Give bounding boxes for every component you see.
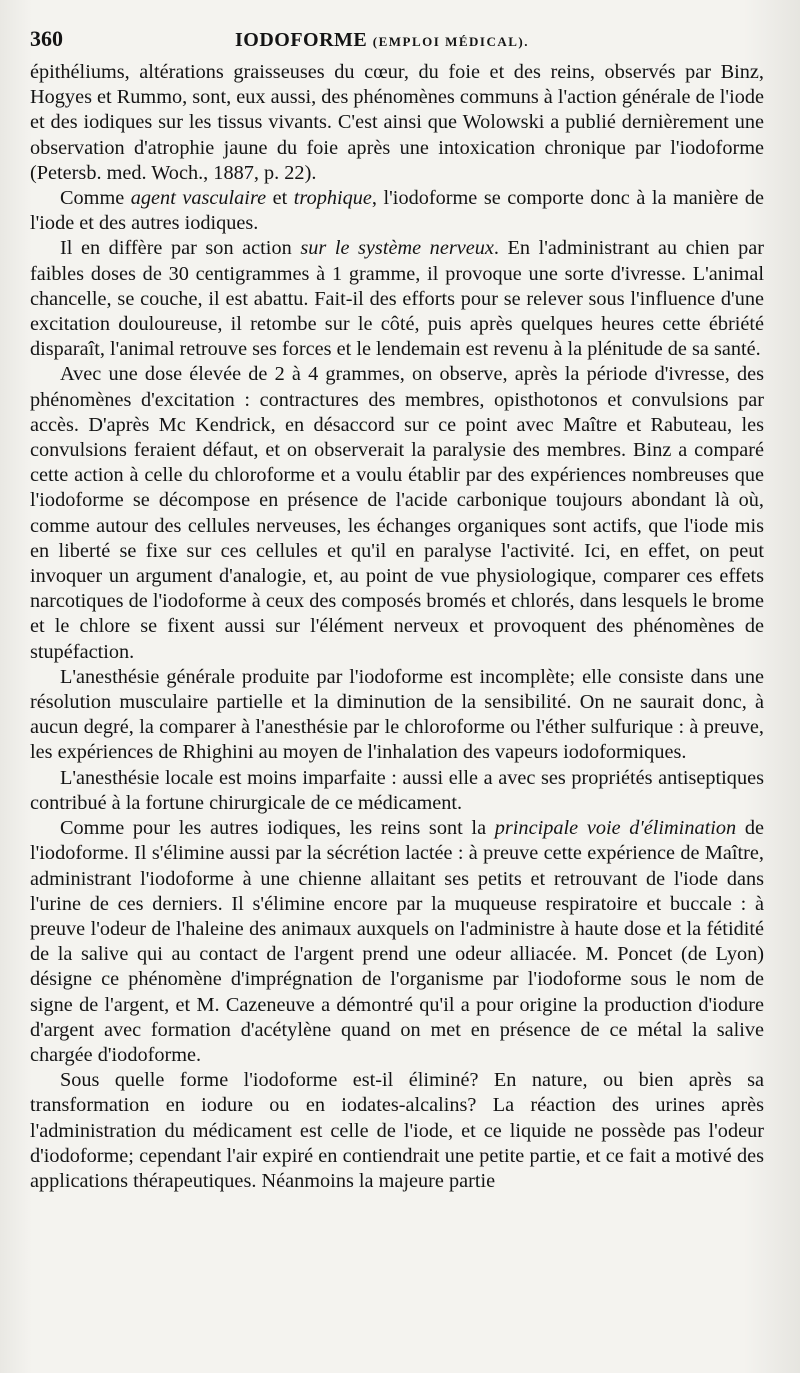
text-run: Comme pour les autres iodiques, les reins sont la — [60, 817, 495, 840]
running-title-sub: (EMPLOI MÉDICAL). — [372, 34, 529, 49]
text-run: , l'iodoforme se comporte donc à la manière de l'iode et des autres iodiques. — [30, 187, 765, 235]
italic-run: principale voie d'élimination — [494, 817, 737, 840]
page-number: 360 — [30, 26, 63, 51]
body-text — [30, 60, 764, 1194]
running-head — [30, 26, 764, 60]
paragraph — [30, 236, 764, 362]
text-run: Comme — [60, 187, 131, 210]
paragraph — [30, 816, 764, 1068]
paragraph: Sous quelle forme l'iodoforme est-il éliminé? En nature, ou bien après sa transformation en iodure ou en iodates-alcalins? La réaction des urines après l'administration du médicament est celle de l'iode, et ce liquide ne possède pas l'odeur d'iodoforme; cependant l'air expiré en contiendrait une petite partie, et ce fait a motivé des applications thérapeutiques. Néanmoins la majeure partie — [30, 1069, 764, 1192]
text-run: et — [266, 187, 294, 210]
paragraph — [30, 186, 764, 236]
paragraph: Avec une dose élevée de 2 à 4 grammes, on observe, après la période d'ivresse, des phénomènes d'excitation : contractures des membres, opisthotonos et convulsions par accès. D'après Mc Kendrick, en désaccord sur ce point avec Maître et Rabuteau, les convulsions feraient défaut, et on observerait la paralysie des membres. Binz a comparé cette action à celle du chloroforme et a voulu établir par des expériences nombreuses que l'iodoforme se décompose en présence de l'acide carbonique toujours abondant là où, comme autour des cellules nerveuses, les échanges organiques sont actifs, que l'iode mis en liberté se fixe sur ces cellules et qu'il en paralyse l'activité. Ici, en effet, on peut invoquer un argument d'analogie, et, au point de vue physiologique, comparer ces effets narcotiques de l'iodoforme à ceux des composés bromés et chlorés, dans lesquels le brome et le chlore se fixent aussi sur l'élément nerveux et provoquent des phénomènes de stupéfaction. — [30, 363, 764, 663]
running-title — [235, 29, 529, 52]
text-run: . En l'administrant au chien par faibles doses de 30 centigrammes à 1 gramme, il provoque une sorte d'ivresse. L'animal chancelle, se couche, il est abattu. Fait-il des efforts pour se relever sous l'influence d'une excitation douloureuse, il retombe sur le côté, puis après quelques heures cette ébriété disparaît, l'animal retrouve ses forces et le lendemain est revenu à la plénitude de sa santé. — [30, 237, 764, 361]
paragraph: L'anesthésie locale est moins imparfaite : aussi elle a avec ses propriétés antiseptiques contribué à la fortune chirurgicale de ce médicament. — [30, 766, 764, 814]
text-run: Il en diffère par son action — [60, 237, 301, 260]
text-run: de l'iodoforme. Il s'élimine aussi par la sécrétion lactée : à preuve cette expérience de Maître, administrant l'iodoforme à une chienne allaitant ses petits et retrouvant de l'iode dans l'urine de ces derniers. Il s'élimine encore par la muqueuse respiratoire et buccale : à preuve l'odeur de l'haleine des animaux auxquels on l'administre à haute dose et la fétidité de la salive qui au contact de l'argent prend une odeur alliacée. M. Poncet (de Lyon) désigne ce phénomène d'imprégnation de l'organisme par l'iodoforme sous le nom de signe de l'argent, et M. Cazeneuve a démontré qu'il a pour origine la production d'iodure d'argent avec formation d'acétylène quand on met en présence de ce métal la salive chargée d'iodoforme. — [30, 817, 764, 1066]
italic-run: sur le système nerveux — [300, 237, 494, 260]
italic-run: trophique — [293, 187, 372, 210]
italic-run: agent vasculaire — [130, 187, 267, 210]
running-title-main: IODOFORME — [235, 29, 368, 51]
paragraph: L'anesthésie générale produite par l'iodoforme est incomplète; elle consiste dans une résolution musculaire partielle et la diminution de la sensibilité. On ne saurait donc, à aucun degré, la comparer à l'anesthésie par le chloroforme ou l'éther sulfurique : à preuve, les expériences de Rhighini au moyen de l'inhalation des vapeurs iodoformiques. — [30, 665, 764, 764]
paragraph: épithéliums, altérations graisseuses du cœur, du foie et des reins, observés par Binz, Hogyes et Rummo, sont, eux aussi, des phénomènes communs à l'action générale de l'iode et des iodiques sur les tissus vivants. C'est ainsi que Wolowski a publié dernièrement une observation d'atrophie jaune du foie après une intoxication chronique par l'iodoforme (Petersb. med. Woch., 1887, p. 22). — [30, 61, 764, 184]
